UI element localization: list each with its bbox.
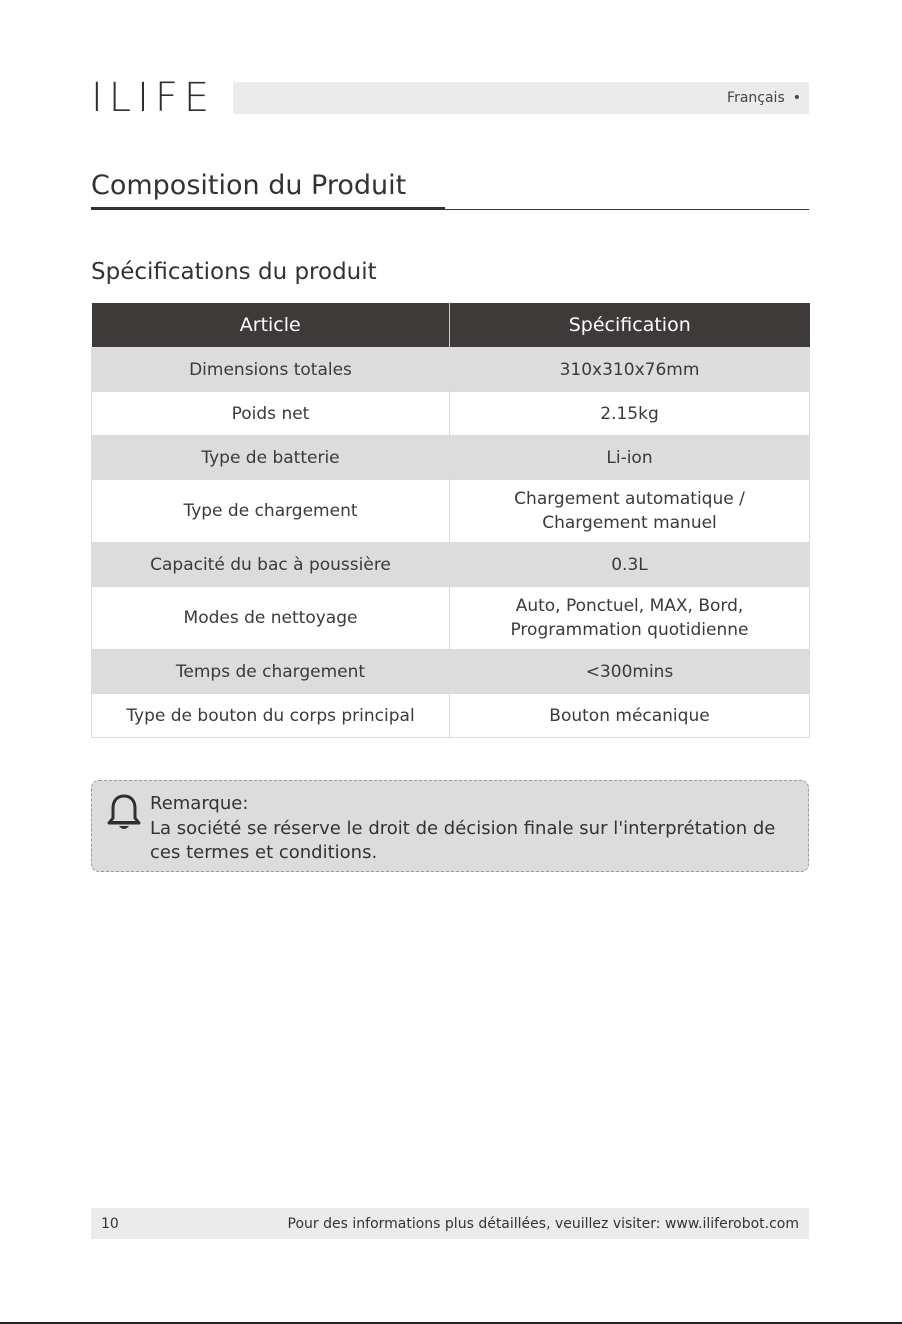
remark-body: La société se réserve le droit de décision finale sur l'interprétation de ces termes et conditions. — [150, 818, 776, 863]
page-footer — [91, 1208, 809, 1239]
spec-cell: Li-ion — [450, 436, 810, 480]
article-cell: Type de bouton du corps principal — [92, 694, 450, 738]
spec-cell: 310x310x76mm — [450, 348, 810, 392]
column-header-article: Article — [92, 303, 450, 348]
spec-cell — [450, 480, 810, 543]
footer-text: Pour des informations plus détaillées, veuillez visiter: www.iliferobot.com — [287, 1215, 799, 1232]
table-header-row — [92, 303, 810, 348]
language-bar — [233, 82, 809, 114]
column-header-spec: Spécification — [450, 303, 810, 348]
article-cell: Poids net — [92, 392, 450, 436]
language-bullet: • — [792, 90, 801, 106]
table-row — [92, 694, 810, 738]
remark-title: Remarque: — [150, 793, 249, 814]
article-cell: Type de batterie — [92, 436, 450, 480]
article-cell: Type de chargement — [92, 480, 450, 543]
spec-cell — [450, 587, 810, 650]
article-cell: Modes de nettoyage — [92, 587, 450, 650]
article-cell: Dimensions totales — [92, 348, 450, 392]
table-row — [92, 480, 810, 543]
brand-logo: ILIFE — [91, 75, 216, 121]
spec-cell: Bouton mécanique — [450, 694, 810, 738]
article-cell: Temps de chargement — [92, 650, 450, 694]
spec-cell: <300mins — [450, 650, 810, 694]
title-underline — [91, 207, 445, 210]
spec-line: Auto, Ponctuel, MAX, Bord, — [515, 596, 744, 616]
spec-cell: 0.3L — [450, 543, 810, 587]
spec-line: Chargement automatique / — [514, 489, 745, 509]
remark-box — [91, 780, 809, 872]
table-row — [92, 436, 810, 480]
section-title: Composition du Produit — [91, 170, 407, 201]
subsection-title: Spécifications du produit — [91, 259, 377, 285]
page-number: 10 — [101, 1215, 119, 1232]
spec-line: Programmation quotidienne — [510, 620, 749, 640]
spec-line: Chargement manuel — [542, 513, 717, 533]
language-label: Français — [727, 90, 785, 106]
table-row — [92, 543, 810, 587]
article-cell: Capacité du bac à poussière — [92, 543, 450, 587]
table-row — [92, 348, 810, 392]
table-row — [92, 392, 810, 436]
table-row — [92, 587, 810, 650]
spec-table — [91, 303, 810, 738]
title-rule — [445, 209, 809, 210]
spec-cell: 2.15kg — [450, 392, 810, 436]
table-row — [92, 650, 810, 694]
bell-icon — [106, 793, 142, 833]
